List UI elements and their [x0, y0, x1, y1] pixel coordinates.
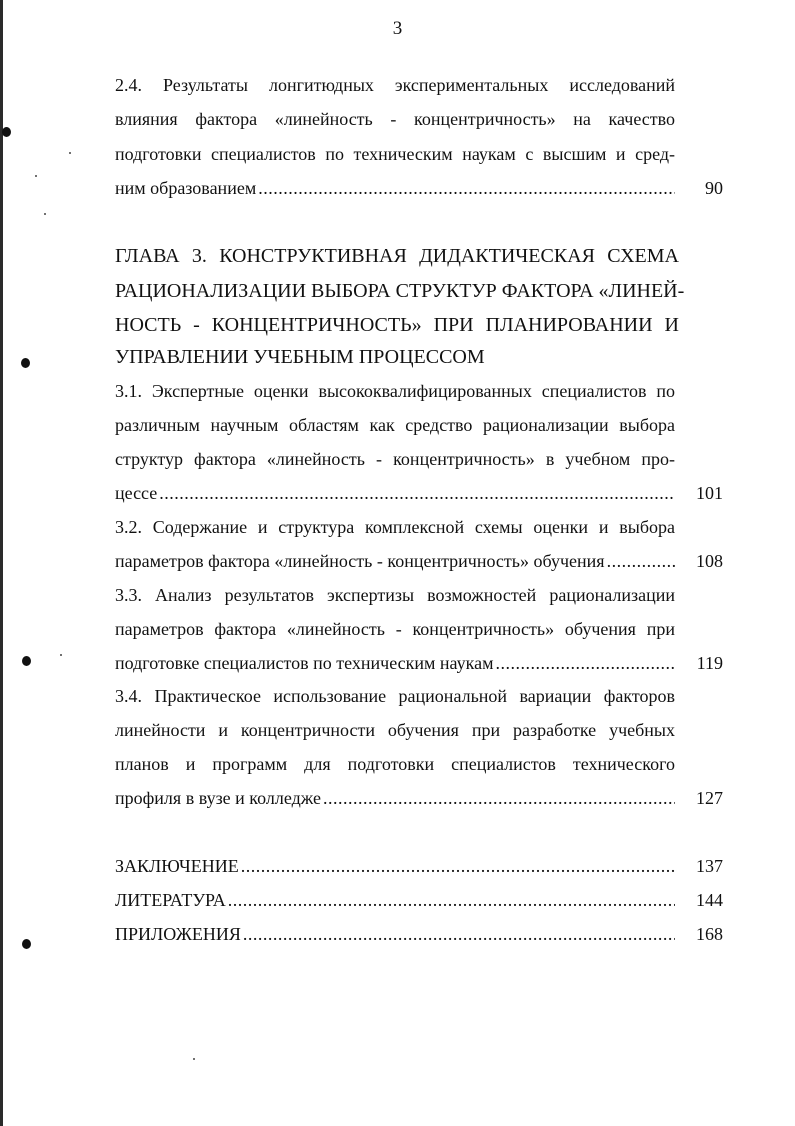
toc-entry-3-3[interactable] [115, 651, 675, 675]
toc-line: цессе [115, 483, 158, 503]
toc-line: параметров фактора «линейность - концентричность» обучения при [115, 619, 675, 639]
toc-line: подготовки специалистов по техническим наукам с высшим и сред- [115, 144, 675, 164]
dot-leader [241, 854, 675, 878]
toc-line: подготовке специалистов по техническим наукам [115, 653, 494, 673]
dot-leader [607, 549, 675, 573]
toc-page-number: 127 [696, 788, 723, 808]
toc-line: 3.2. Содержание и структура комплексной схемы оценки и выбора [115, 517, 675, 537]
binder-hole-3 [22, 656, 31, 666]
toc-entry-conclusion[interactable] [115, 854, 675, 878]
scan-speck [60, 654, 62, 656]
toc-entry-3-1[interactable] [115, 481, 675, 505]
scan-left-edge [0, 0, 3, 1126]
toc-entry-2-4[interactable] [115, 176, 675, 200]
binder-hole-4 [22, 939, 31, 949]
toc-line: ним образованием [115, 178, 257, 198]
chapter-heading-line: НОСТЬ - КОНЦЕНТРИЧНОСТЬ» ПРИ ПЛАНИРОВАНИИ И [115, 314, 679, 336]
binder-hole-1 [2, 127, 11, 137]
dot-leader [495, 651, 675, 675]
toc-line: линейности и концентричности обучения при разработке учебных [115, 720, 675, 740]
chapter-heading-line: УПРАВЛЕНИИ УЧЕБНЫМ ПРОЦЕССОМ [115, 346, 485, 368]
chapter-heading-line: ГЛАВА 3. КОНСТРУКТИВНАЯ ДИДАКТИЧЕСКАЯ СХЕМА [115, 245, 679, 267]
scan-speck [69, 152, 71, 154]
toc-line: планов и программ для подготовки специалистов технического [115, 754, 675, 774]
toc-entry-3-2[interactable] [115, 549, 675, 573]
toc-line: 3.1. Экспертные оценки высококвалифицированных специалистов по [115, 381, 675, 401]
toc-line: 3.4. Практическое использование рациональной вариации факторов [115, 686, 675, 706]
toc-page-number: 101 [696, 483, 723, 503]
scan-speck [44, 213, 46, 215]
toc-entry-3-4[interactable] [115, 786, 675, 810]
toc-page-number: 108 [696, 551, 723, 571]
toc-line: ЛИТЕРАТУРА [115, 890, 226, 910]
toc-line: ПРИЛОЖЕНИЯ [115, 924, 241, 944]
toc-line: 3.3. Анализ результатов экспертизы возможностей рационализации [115, 585, 675, 605]
dot-leader [258, 176, 675, 200]
toc-line: различным научным областям как средство рационализации выбора [115, 415, 675, 435]
scan-speck [35, 175, 37, 177]
toc-page-number: 168 [696, 924, 723, 944]
toc-page-number: 119 [696, 653, 723, 673]
toc-line: ЗАКЛЮЧЕНИЕ [115, 856, 239, 876]
toc-entry-appendices[interactable] [115, 922, 675, 946]
toc-line: профиля в вузе и колледже [115, 788, 321, 808]
toc-page-number: 90 [705, 178, 723, 198]
dot-leader [228, 888, 675, 912]
scan-speck [193, 1058, 195, 1060]
toc-line: влияния фактора «линейность - концентричность» на качество [115, 109, 675, 129]
dot-leader [243, 922, 675, 946]
toc-line: структур фактора «линейность - концентричность» в учебном про- [115, 449, 675, 469]
chapter-heading-line: РАЦИОНАЛИЗАЦИИ ВЫБОРА СТРУКТУР ФАКТОРА «ЛИНЕЙ- [115, 280, 685, 302]
toc-entry-literature[interactable] [115, 888, 675, 912]
dot-leader [159, 481, 675, 505]
toc-line: параметров фактора «линейность - концентричность» обучения [115, 551, 605, 571]
dot-leader [323, 786, 675, 810]
toc-line: 2.4. Результаты лонгитюдных экспериментальных исследований [115, 75, 675, 95]
toc-page-number: 144 [696, 890, 723, 910]
binder-hole-2 [21, 358, 30, 368]
page-number: 3 [392, 18, 403, 39]
toc-page-number: 137 [696, 856, 723, 876]
